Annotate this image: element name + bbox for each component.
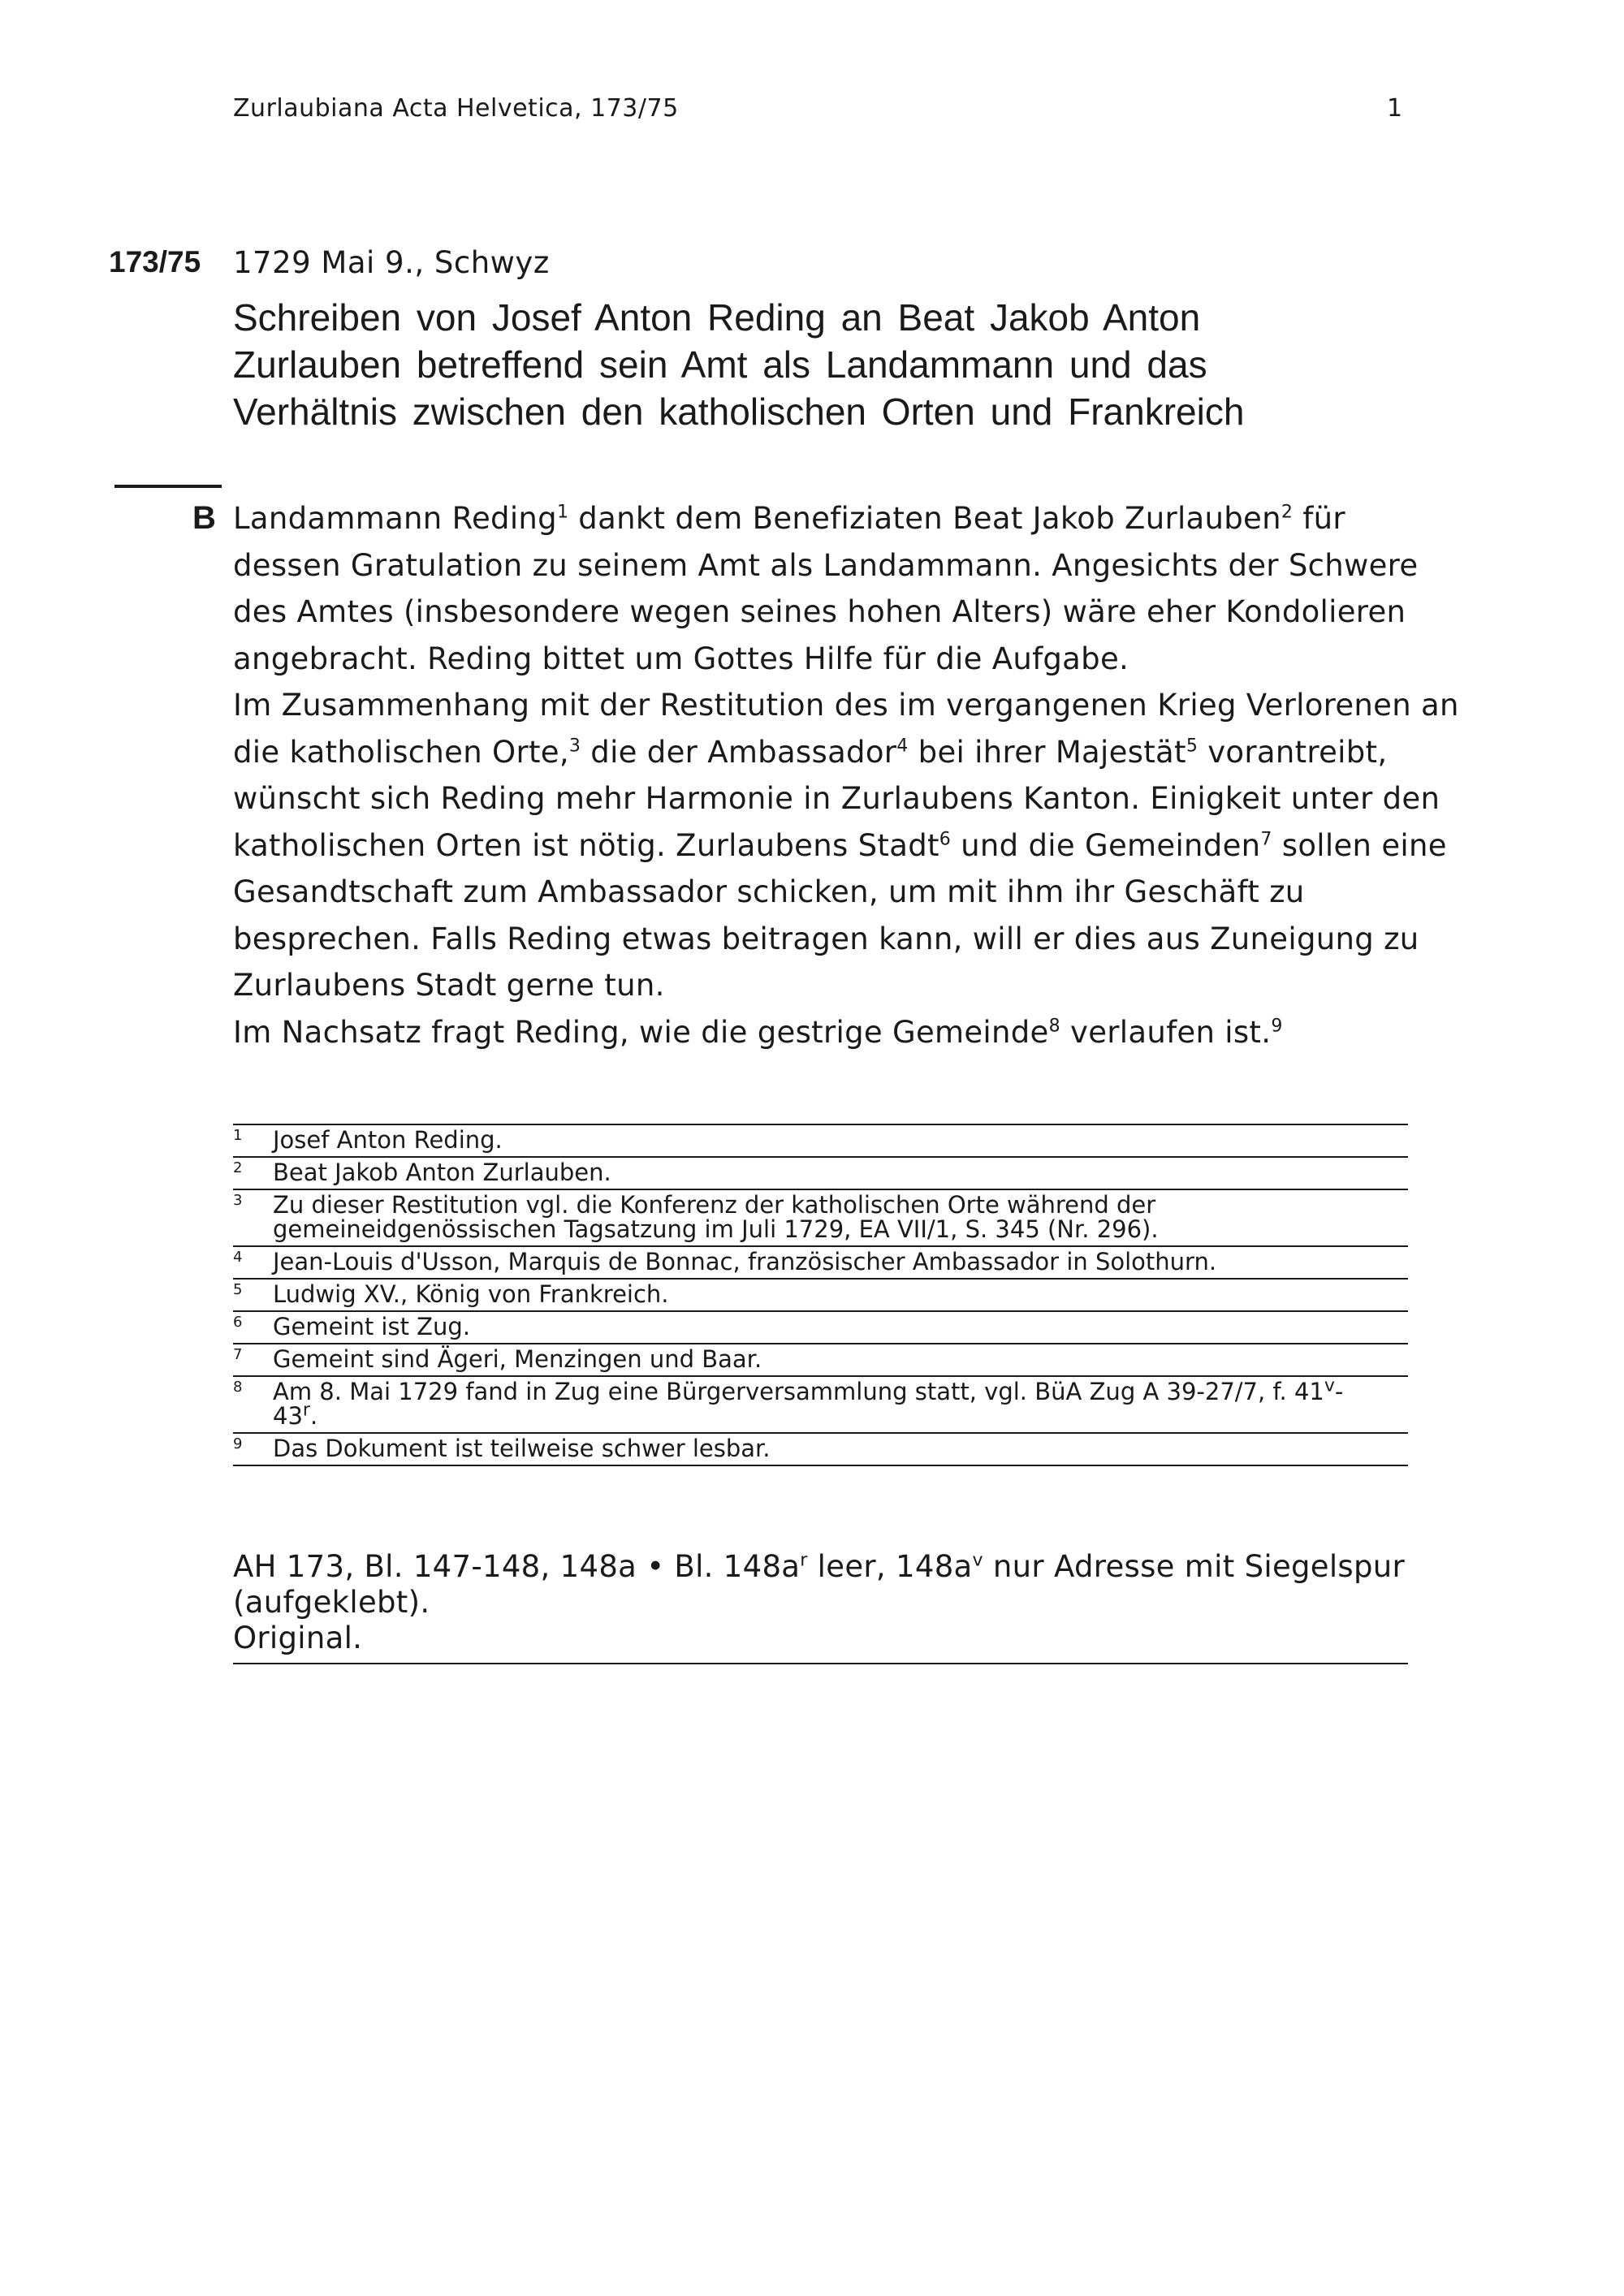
footnotes [233,1124,1408,1466]
footnote [233,1247,1408,1280]
footnote-text: Am 8. Mai 1729 fand in Zug eine Bürgerversammlung statt, vgl. BüA Zug A 39-27/7, f. 41$^v$- 43$^r$. [273,1375,1344,1430]
footnote-ref[interactable]: 1 [556,502,569,523]
series-title: Zurlaubiana Acta Helvetica, 173/75 [233,94,679,123]
footnote-text: Zu dieser Restitution vgl. die Konferenz der katholischen Orte während der gemeineidgenössischen Tagsatzung im Juli 1729, EA VII/1, S. 345 (Nr. 296). [273,1191,1159,1243]
section-rule [114,485,222,488]
footnote-ref[interactable]: 8 [1048,1016,1060,1037]
footnote-text: Das Dokument ist teilweise schwer lesbar. [273,1435,771,1462]
date-place: 1729 Mai 9., Schwyz [233,245,550,280]
footnote-number: 6 [233,1314,243,1331]
document-title [233,294,1386,435]
footnote [233,1377,1408,1434]
text-line: die katholischen Orte,$^3$ die der Ambassador$^4$ bei ihrer Majestät$^5$ vorantreibt, [233,734,1388,770]
footnote-number: 5 [233,1281,243,1298]
text-line: dessen Gratulation zu seinem Amt als Landammann. Angesichts der Schwere [233,547,1419,583]
footnote-text: Ludwig XV., König von Frankreich. [273,1280,669,1308]
footnote-text: Beat Jakob Anton Zurlauben. [273,1159,611,1186]
regest-marker: B [192,500,216,536]
source-line: AH 173, Bl. 147-148, 148a • Bl. $148a^r$ leer, $148a^v$ nur Adresse mit Siegelspur [233,1549,1406,1584]
footnote [233,1190,1408,1247]
footnote-number: 3 [233,1192,243,1209]
footnote-ref[interactable]: 6 [939,829,952,850]
regest-text [233,495,1459,1055]
footnote-text: Gemeint ist Zug. [273,1313,471,1340]
title-line: Verhältnis zwischen den katholischen Orten und Frankreich [233,391,1245,433]
footnote [233,1280,1408,1312]
footnote-number: 2 [233,1159,243,1176]
text-line: Zurlaubens Stadt gerne tun. [233,968,665,1003]
source-info [233,1549,1408,1664]
footnote-ref[interactable]: 7 [1260,829,1272,850]
title-line: Zurlauben betreffend sein Amt als Landammann und das [233,343,1207,386]
source-line: Original. [233,1621,363,1655]
footnote-number: 1 [233,1127,243,1144]
footnote [233,1125,1408,1158]
page-number: 1 [1387,94,1403,123]
footnote [233,1434,1408,1466]
text-line: Gesandtschaft zum Ambassador schicken, um mit ihm ihr Geschäft zu [233,874,1305,909]
text-line: Im Zusammenhang mit der Restitution des im vergangenen Krieg Verlorenen an [233,688,1459,723]
text-line: des Amtes (insbesondere wegen seines hohen Alters) wäre eher Kondolieren [233,594,1406,629]
footnote-ref[interactable]: 9 [1271,1016,1283,1037]
footnote-number: 9 [233,1435,243,1452]
footnote [233,1158,1408,1190]
text-line: angebracht. Reding bittet um Gottes Hilfe für die Aufgabe. [233,641,1129,676]
footnote-ref[interactable]: 5 [1186,736,1199,757]
footnote-number: 8 [233,1379,243,1396]
title-line: Schreiben von Josef Anton Reding an Beat Jakob Anton [233,296,1201,339]
text-line: besprechen. Falls Reding etwas beitragen kann, will er dies aus Zuneigung zu [233,921,1419,956]
footnote-ref[interactable]: 4 [896,736,909,757]
text-line: katholischen Orten ist nötig. Zurlaubens Stadt$^6$ und die Gemeinden$^7$ sollen eine [233,827,1447,863]
text-line: wünscht sich Reding mehr Harmonie in Zurlaubens Kanton. Einigkeit unter den [233,781,1440,816]
footnote-number: 7 [233,1346,243,1363]
footnote-text: Josef Anton Reding. [273,1126,503,1154]
footnote-text: Jean-Louis d'Usson, Marquis de Bonnac, französischer Ambassador in Solothurn. [273,1248,1217,1275]
footnote [233,1312,1408,1344]
text-line: Landammann Reding$^1$ dankt dem Benefiziaten Beat Jakob Zurlauben$^2$ für [233,501,1345,536]
footnote [233,1344,1408,1377]
footnote-number: 4 [233,1249,243,1266]
footnote-ref[interactable]: 2 [1281,502,1294,523]
source-line: (aufgeklebt). [233,1585,430,1620]
footnote-ref[interactable]: 3 [568,736,581,757]
footnote-text: Gemeint sind Ägeri, Menzingen und Baar. [273,1345,762,1373]
document-number: 173/75 [109,245,201,278]
text-line: Im Nachsatz fragt Reding, wie die gestrige Gemeinde$^8$ verlaufen ist.$^9$ [233,1014,1283,1050]
